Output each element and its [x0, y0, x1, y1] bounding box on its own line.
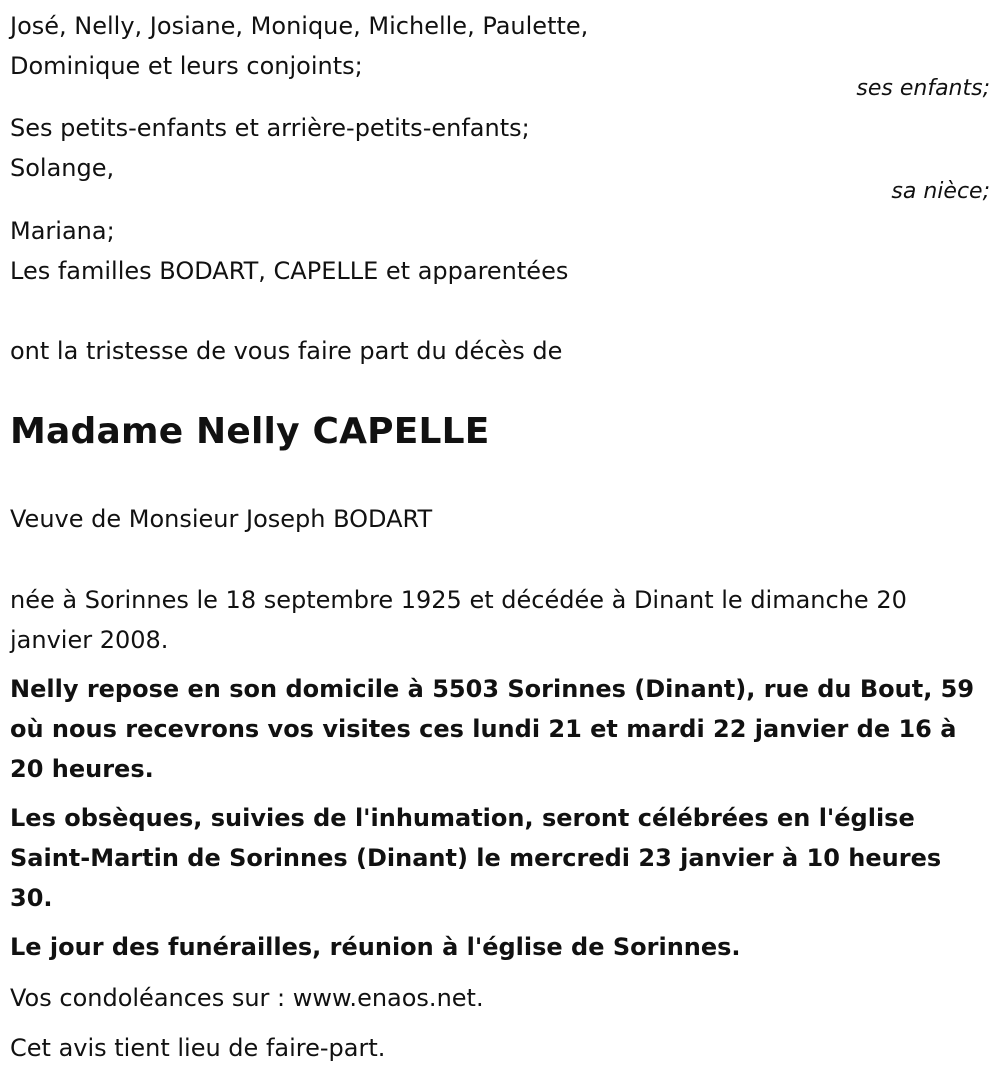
- family-line-families: Les familles BODART, CAPELLE et apparentées: [10, 257, 569, 285]
- deceased-subtitle: Veuve de Monsieur Joseph BODART: [10, 505, 433, 533]
- role-children: ses enfants;: [856, 76, 990, 101]
- family-line-children-names: José, Nelly, Josiane, Monique, Michelle, Paulette,: [10, 12, 589, 40]
- deceased-name-title: Madame Nelly CAPELLE: [10, 411, 490, 452]
- birth-death-info: née à Sorinnes le 18 septembre 1925 et décédée à Dinant le dimanche 20 janvier 2008.: [10, 586, 907, 654]
- family-line-grandchildren: Ses petits-enfants et arrière-petits-enfants;: [10, 114, 530, 142]
- notice-info: Cet avis tient lieu de faire-part.: [10, 1034, 386, 1062]
- announcement-intro: ont la tristesse de vous faire part du décès de: [10, 337, 563, 365]
- family-line-mariana: Mariana;: [10, 217, 115, 245]
- role-niece: sa nièce;: [891, 179, 990, 204]
- family-line-children-conjoints: Dominique et leurs conjoints;: [10, 52, 363, 80]
- funeral-info: Les obsèques, suivies de l'inhumation, seront célébrées en l'église Saint-Martin de Sorinnes (Dinant) le mercredi 23 janvier à 10 heures 30.: [10, 804, 942, 912]
- funeral-day-info: Le jour des funérailles, réunion à l'église de Sorinnes.: [10, 933, 741, 961]
- family-line-niece-name: Solange,: [10, 154, 115, 182]
- condolences-info: Vos condoléances sur : www.enaos.net.: [10, 984, 484, 1012]
- visitation-info: Nelly repose en son domicile à 5503 Sorinnes (Dinant), rue du Bout, 59 où nous recevrons vos visites ces lundi 21 et mardi 22 janvier de 16 à 20 heures.: [10, 675, 975, 783]
